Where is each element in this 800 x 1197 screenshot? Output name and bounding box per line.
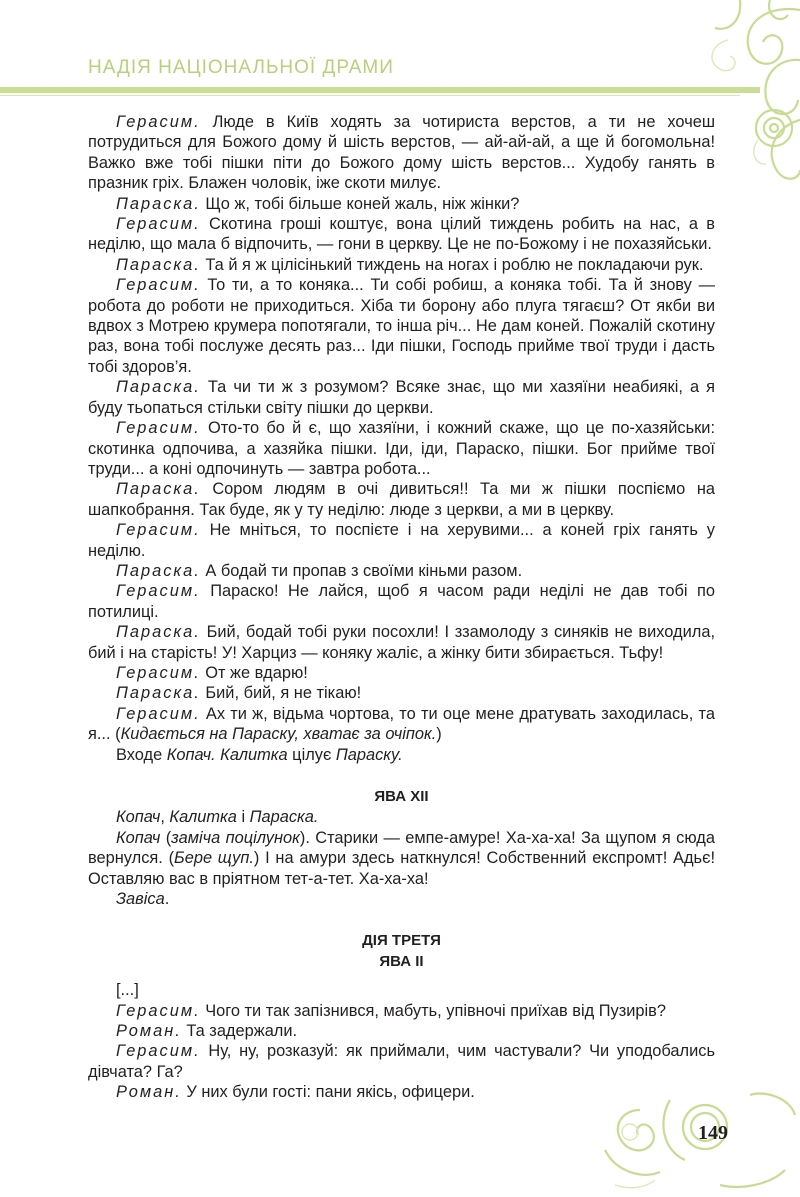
dialogue-line: Копач (заміча поцілунок). Старики — емпе-амуре! Ха-ха-ха! За щупом я сюда вернулся. (Бере щуп.) І на амури здесь наткнулся! Собственний експромт! Адьє! Оставляю вас в пріятном тет-а-тет. Ха-ха-ха!: [88, 828, 715, 888]
dialogue-line: [88, 418, 715, 479]
speaker-name: Герасим.: [116, 276, 201, 295]
speaker-name: Параска.: [116, 684, 201, 703]
speaker-name: Роман.: [116, 1083, 182, 1102]
speaker-name: Параска.: [116, 480, 201, 499]
dialogue-text: То ти, а то коняка... Ти собі робиш, а коняка тобі. Та й знову — робота до роботи не приходиться. Хіба ти борону або плуга тягаєш? От якби ви вдвох з Мотрею крумера попотягали, то інша річ... Не дам коней. Пожалій скотину раз, вона тобі послуже десять раз... Іди пішки, Господь прийме твої труди і дасть тобі здоров’я.: [88, 276, 715, 376]
dialogue-text: У них були гості: пани якісь, офицери.: [186, 1083, 475, 1102]
dialogue-line: [88, 214, 715, 255]
speaker-name: Герасим.: [116, 1042, 201, 1061]
dialogue-text: Ну, ну, розказуй: як приймали, чим частували? Чи уподобались дівчата? Га?: [88, 1042, 715, 1081]
dialogue-text: Люде в Київ ходять за чотириста верстов, а ти не хочеш потрудиться для Божого дому й шість верстов, — ай-ай-ай, а ще й богомольна! Важко вже тобі пішки піти до Божого дому шість верстов... Худобу ганять в празник гріх. Блажен чоловік, іже скоти милує.: [88, 113, 715, 193]
speaker-name: Параска.: [116, 623, 201, 642]
cast-name: Копач: [116, 808, 161, 827]
speaker-name: Герасим.: [116, 704, 201, 723]
speaker-name: Герасим.: [116, 582, 201, 601]
stage-text: цілує: [287, 745, 336, 764]
cast-name: Параска.: [249, 808, 319, 827]
dialogue-text: А бодай ти пропав з своїми кіньми разом.: [205, 561, 523, 580]
dialogue-line: [88, 622, 715, 663]
scene-heading: ЯВА XII: [374, 788, 429, 805]
cast-name: Калитка: [169, 808, 237, 827]
dialogue-text: Скотина гроші коштує, вона цілий тиждень робить на нас, а в неділю, що мала б відпочить, — гони в церкву. Це не по-Божому і не похазяйськи.: [88, 215, 716, 254]
dialogue-text: Бий, бодай тобі руки посохли! І ззамолоду з синяків не виходила, бий і на старість! У! Харциз — коняку жаліє, а жінку бити збирається. Тьфу!: [88, 623, 715, 662]
curtain-text: Завіса: [116, 890, 165, 909]
header-rule-thin: [0, 95, 740, 96]
speaker-name: Герасим.: [116, 113, 201, 131]
stage-direction-line: [88, 745, 715, 765]
dialogue-text: ) І на амури здесь наткнулся! Собственний експромт! Адьє! Оставляю вас в пріятном тет-а-тет. Ха-ха-ха!: [88, 849, 715, 888]
speaker-name: Параска.: [116, 255, 201, 274]
dialogue-line: [88, 479, 715, 520]
dialogue-text: Сором людям в очі дивиться!! Та ми ж пішки поспіємо на шапкобрання. Так буде, як у ту неділю: люде з церкви, а ми в церкву.: [88, 480, 715, 519]
speaker-name: Герасим.: [116, 419, 201, 438]
dialogue-text: Та й я ж цілісінький тиждень на ногах і роблю не покладаючи рук.: [205, 255, 704, 274]
dialogue-text: От же вдарю!: [205, 663, 308, 682]
speaker-name: Роман.: [116, 1022, 182, 1041]
dialogue-line: [88, 581, 715, 622]
dialogue-text: Не мніться, то поспієте і на херувими... а коней гріх ганять у неділю.: [88, 521, 715, 560]
dialogue-text: Бий, бий, я не тікаю!: [205, 684, 362, 703]
play-text: [88, 112, 715, 1103]
speaker-name: Герасим.: [116, 215, 201, 234]
dialogue-text: ): [436, 725, 442, 744]
speaker-name: Копач: [116, 828, 161, 847]
dialogue-text: Чого ти так запізнився, мабуть, упівночі приїхав від Пузирів?: [205, 1001, 667, 1020]
dialogue-line: [88, 1021, 715, 1041]
dialogue-text: Що ж, тобі більше коней жаль, ніж жінки?: [205, 194, 520, 213]
dialogue-line: [88, 520, 715, 561]
dialogue-line: [88, 704, 715, 745]
stage-text: Входе: [116, 745, 167, 764]
scene-heading: ЯВА II: [379, 952, 424, 970]
dialogue-line: [88, 663, 715, 683]
speaker-name: Герасим.: [116, 521, 201, 540]
speaker-name: Герасим.: [116, 663, 201, 682]
dialogue-line: [88, 275, 715, 377]
speaker-name: Параска.: [116, 561, 201, 580]
ellipsis-line: [...]: [116, 981, 139, 1000]
dialogue-line: [88, 561, 715, 581]
stage-direction: заміча поцілунок: [171, 828, 300, 847]
cast-sep: і: [236, 808, 250, 827]
dialogue-text: Ах ти ж, відьма чортова, то ти оце мене дратувать заходилась, та я... (: [88, 704, 715, 744]
stage-direction: Кидається на Параску, хватає за очіпок.: [120, 725, 437, 744]
stage-direction: Бере щуп.: [174, 849, 254, 868]
speaker-name: Параска.: [116, 194, 201, 213]
curtain-line: Завіса.: [116, 890, 170, 909]
header-rule: [0, 87, 760, 93]
dialogue-line: [88, 112, 715, 194]
stage-name: Копач. Калитка: [166, 745, 288, 764]
dialogue-text: ). Старики — емпе-амуре! Ха-ха-ха! За щупом я сюда вернулся. (: [88, 828, 715, 868]
dialogue-text: Параско! Не лайся, щоб я часом ради неділі не дав тобі по потилиці.: [88, 582, 715, 621]
dialogue-line: [88, 194, 715, 214]
page-number: 149: [698, 1122, 728, 1144]
dialogue-line: [88, 683, 715, 703]
dialogue-line: [88, 1041, 715, 1082]
cast-sep: ,: [160, 808, 170, 827]
dialogue-text: Та задержали.: [186, 1022, 298, 1041]
dialogue-line: [88, 1001, 715, 1021]
dialogue-text: Ото-то бо й є, що хазяїни, і кожний скаже, що це по-хазяйськи: скотинка одпочива, а хазяйка пішки. Іди, іди, Параско, пішки. Бог прийме твої труди... а коні одпочинуть — завтра робота...: [88, 419, 716, 478]
dialogue-line: [88, 255, 715, 275]
act-heading: ДІЯ ТРЕТЯ: [362, 932, 441, 950]
stage-name: Параску.: [335, 745, 403, 764]
running-header: НАДІЯ НАЦІОНАЛЬНОЇ ДРАМИ: [88, 57, 394, 78]
cast-line: [88, 807, 715, 827]
dialogue-line: [88, 377, 715, 418]
speaker-name: Параска.: [116, 378, 201, 397]
dialogue-line: [88, 1082, 715, 1102]
speaker-name: Герасим.: [116, 1001, 201, 1020]
dialogue-text: Та чи ти ж з розумом? Всяке знає, що ми хазяїни неабиякі, а я буду тьопаться стільки світу пішки до церкви.: [88, 378, 716, 417]
